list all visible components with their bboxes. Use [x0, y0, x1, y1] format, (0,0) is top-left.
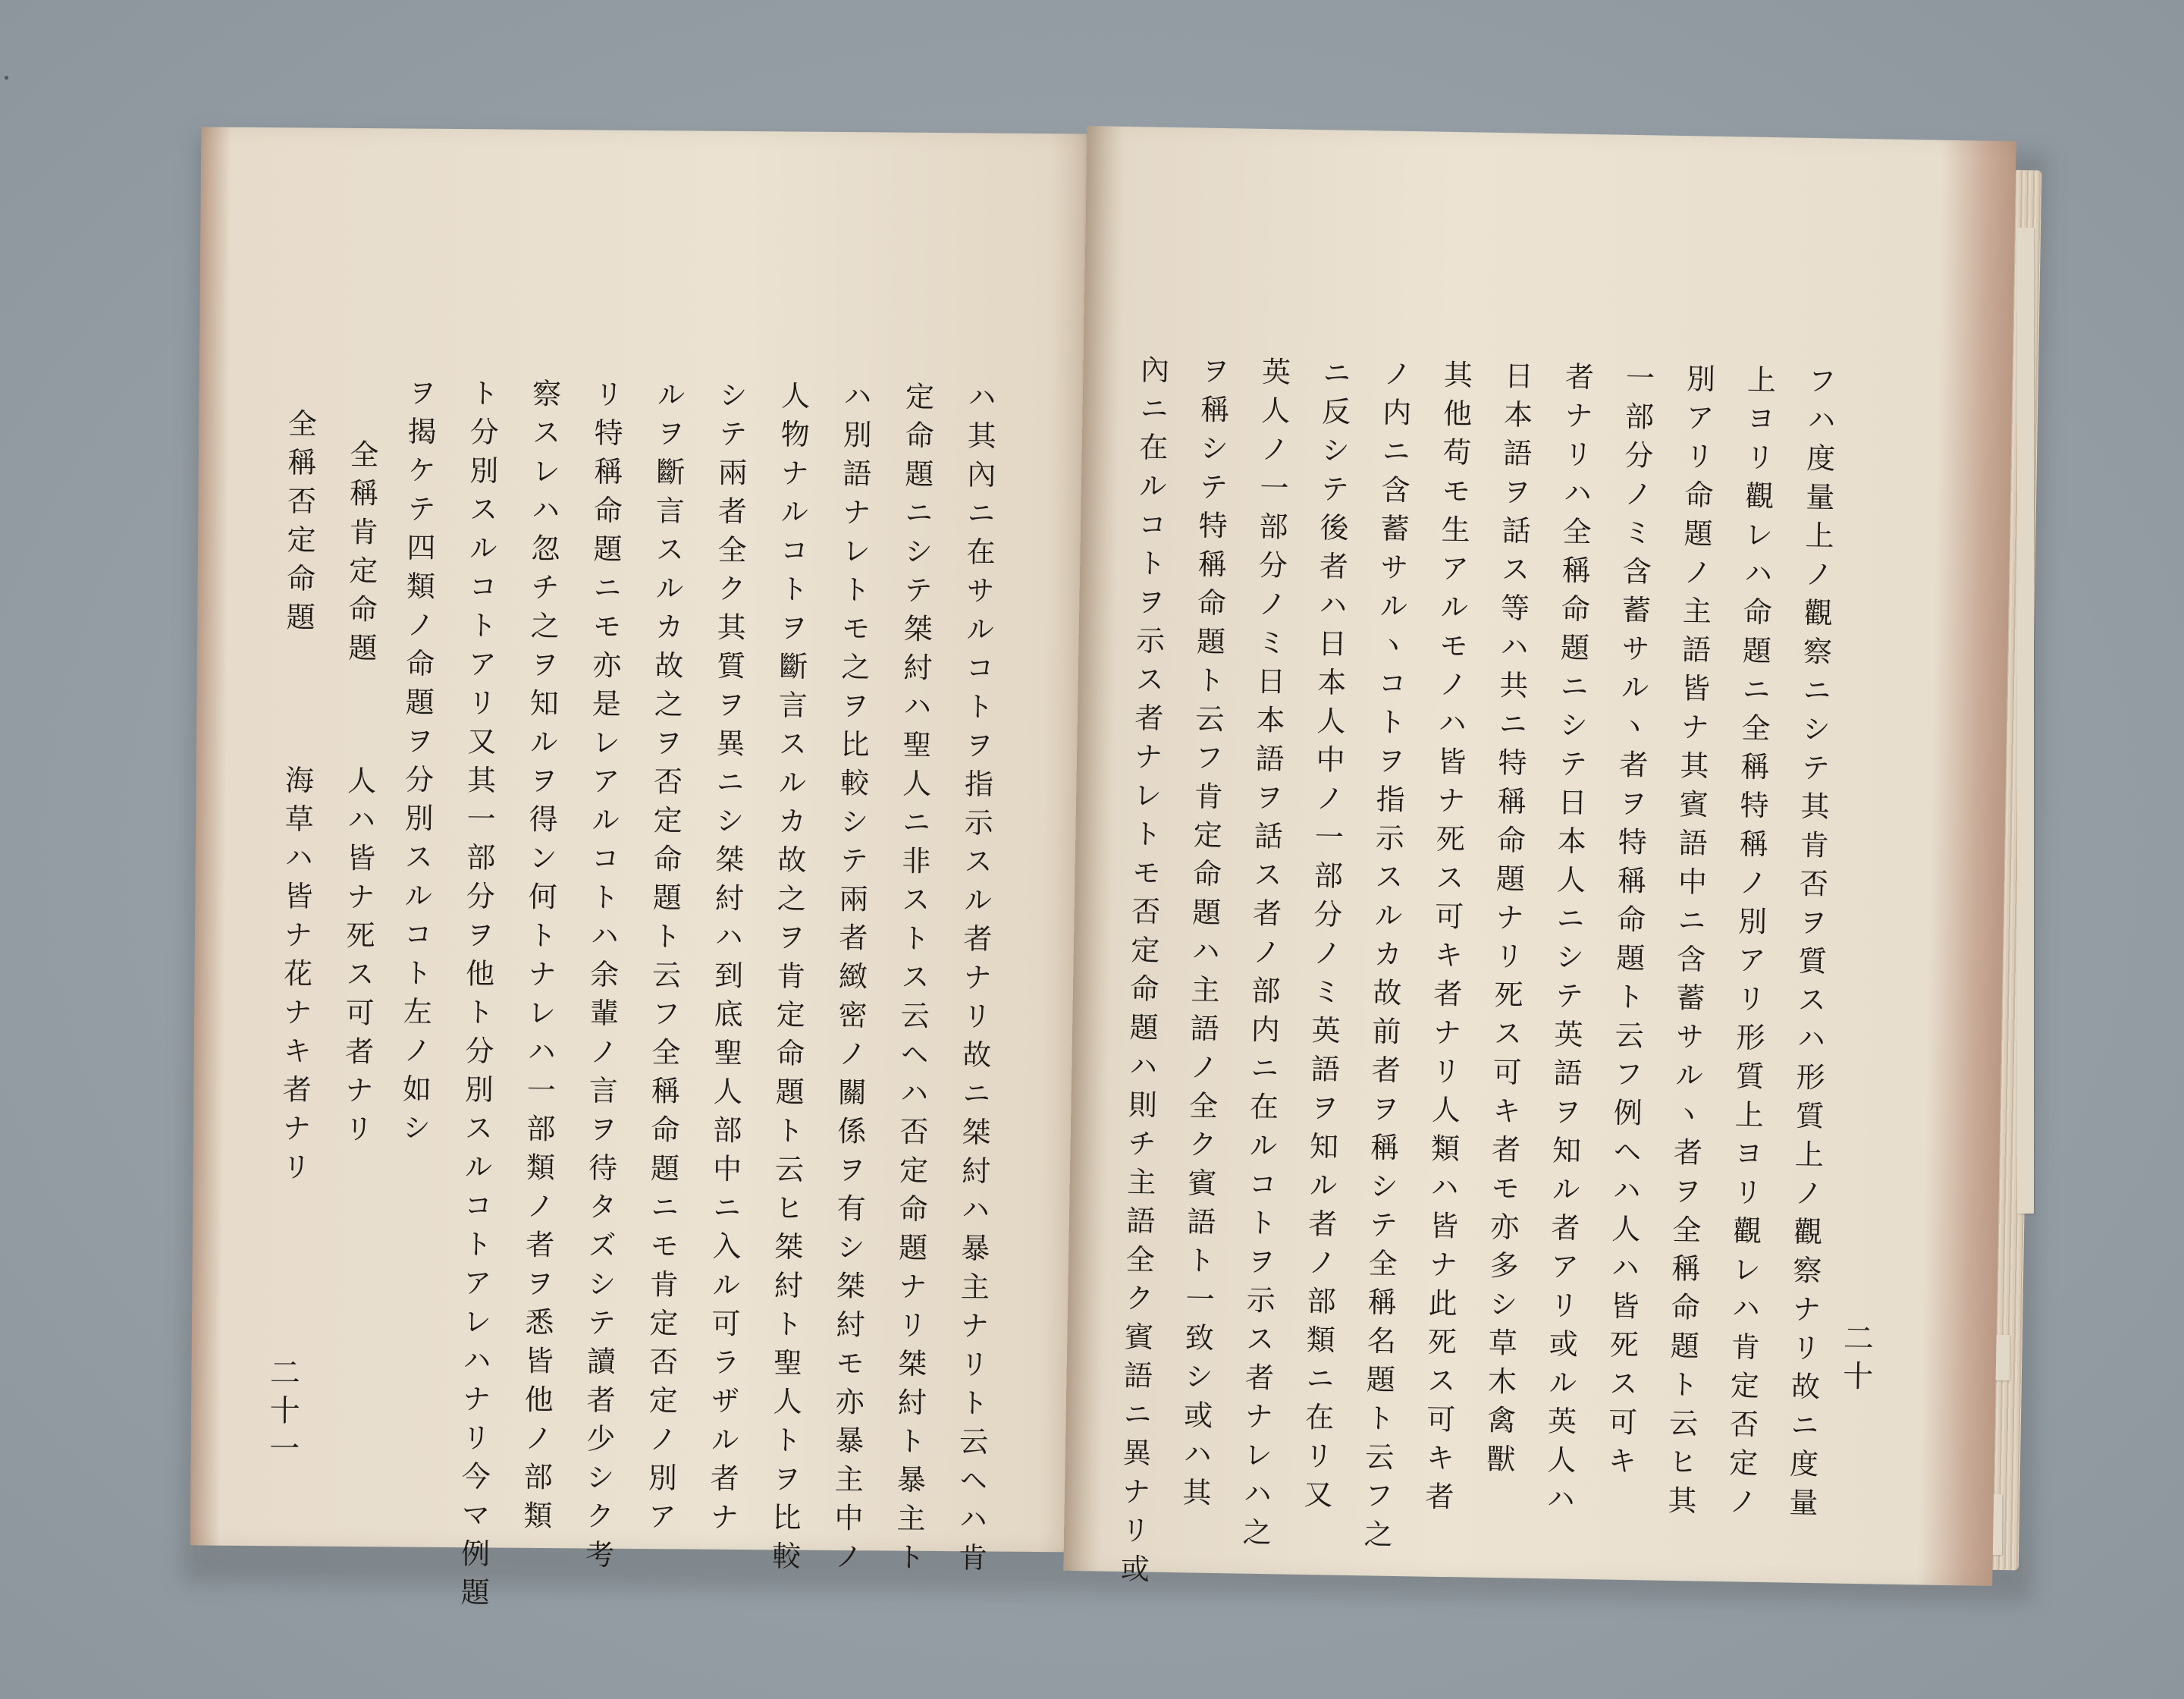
left-page-column: 人物ナルコトヲ斷言スルカ故之ヲ肯定命題ト云ヒ桀紂ト聖人トヲ比較 [767, 380, 810, 1580]
right-page-column: 一部分ノミ含蓄サルヽ者ヲ特稱命題ト云フ例ヘハ人ハ皆死ス可キ [1602, 362, 1655, 1485]
example-label: 全稱肯定命題 [343, 438, 379, 672]
left-page-column: ト分別スルコトアリ又其一部分ヲ他ト分別スルコトアレハナリ今マ例題 [455, 378, 499, 1616]
right-page-column: 別アリ命題ノ主語皆ナ其賓語中ニ含蓄サルヽ者ヲ全稱命題ト云ヒ其 [1662, 363, 1715, 1525]
left-page-column: ルヲ斷言スルカ故之ヲ否定命題ト云フ全稱命題ニモ肯定否定ノ別ア [642, 379, 686, 1540]
left-page-column: 定命題ニシテ桀紂ハ聖人ニ非ストス云ヘハ否定命題ナリ桀紂ト暴主ト [891, 381, 934, 1581]
right-page-column: ニ反シテ後者ハ日本人中ノ一部分ノミ英語ヲ知ル者ノ部類ニ在リ又 [1298, 357, 1351, 1518]
page-tab-upper [2017, 228, 2034, 1214]
left-page-column: 察スレハ忽チ之ヲ知ルヲ得ン何トナレハ一部類ノ者ヲ悉皆他ノ部類 [518, 378, 561, 1540]
left-page-column: ヲ揭ケテ四類ノ命題ヲ分別スルコト左ノ如シ [397, 377, 437, 1151]
left-page-column: シテ兩者全ク其質ヲ異ニシ桀紂ハ到底聖人部中ニ入ル可ラザル者ナ [704, 379, 748, 1540]
example-label: 全稱否定命題 [281, 408, 317, 641]
right-page-column: 日本語ヲ話ス等ハ共ニ特稱命題ナリ死ス可キ者モ亦多シ草木禽獸 [1481, 360, 1533, 1483]
right-page-column: ノ内ニ含蓄サルヽコトヲ指示スルカ故前者ヲ稱シテ全稱名題ト云フ之 [1358, 358, 1412, 1558]
right-page-column: 者ナリハ全稱命題ニシテ日本人ニシテ英語ヲ知ル者アリ或ル英人ハ [1541, 361, 1594, 1522]
example-sentence: 海草ハ皆ナ花ナキ者ナリ [277, 765, 314, 1191]
right-page-column: 英人ノ一部分ノミ日本語ヲ話ス者ノ部内ニ在ルコトヲ示ス者ナレハ之 [1237, 356, 1291, 1556]
right-page-column: フハ度量上ノ觀察ニシテ其肯否ヲ質スハ形質上ノ觀察ナリ故ニ度量 [1784, 365, 1837, 1527]
page-number-left: 二十一 [264, 1356, 300, 1471]
page-number-right: 二十 [1837, 1321, 1874, 1399]
right-page-column: 其他苟モ生アルモノハ皆ナ死ス可キ者ナリ人類ハ皆ナ此死ス可キ者 [1420, 359, 1473, 1521]
left-page-column: ハ其內ニ在サルコトヲ指示スル者ナリ故ニ桀紂ハ暴主ナリト云ヘハ肯 [953, 382, 996, 1581]
right-page-column: 內ニ在ルコトヲ示ス者ナレトモ否定命題ハ則チ主語全ク賓語ニ異ナリ或 [1115, 354, 1169, 1593]
left-page-column: ハ別語ナレトモ之ヲ比較シテ兩者緻密ノ關係ヲ有シ桀紂モ亦暴主中ノ [829, 380, 872, 1581]
right-page-column: 上ヨリ觀レハ命題ニ全稱特稱ノ別アリ形質上ヨリ觀レハ肯定否定ノ [1723, 364, 1776, 1525]
scan-speck [5, 76, 8, 80]
left-page [190, 127, 1104, 1616]
example-sentence: 人ハ皆ナ死ス可者ナリ [339, 765, 376, 1153]
left-page-column: リ特稱命題ニモ亦是レアルコトハ余輩ノ言ヲ待タズシテ讀者少シク考 [580, 378, 623, 1578]
right-page [1063, 126, 2016, 1593]
right-page-column: ヲ稱シテ特稱命題ト云フ肯定命題ハ主語ノ全ク賓語ト一致シ或ハ其 [1177, 355, 1230, 1516]
